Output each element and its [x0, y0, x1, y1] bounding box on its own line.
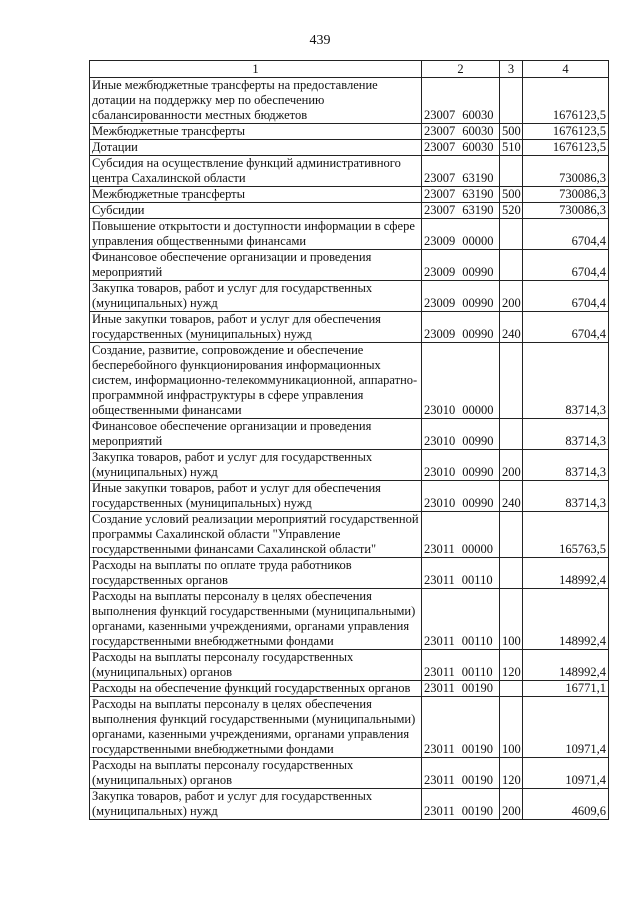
- program-code-part: 23007: [424, 187, 456, 201]
- program-code-part: 00110: [461, 573, 493, 587]
- amount: 83714,3: [523, 419, 609, 450]
- program-code: [422, 124, 500, 140]
- program-code-part: 23009: [424, 296, 456, 310]
- table-row: [90, 219, 609, 250]
- program-code-part: 23011: [424, 634, 455, 648]
- amount: 6704,4: [523, 281, 609, 312]
- program-code-part: 23010: [424, 496, 456, 510]
- table-row: [90, 697, 609, 758]
- program-code: [422, 450, 500, 481]
- item-name: Закупка товаров, работ и услуг для государственных (муниципальных) нужд: [90, 789, 422, 820]
- program-code-part: 00000: [462, 403, 494, 417]
- amount: 1676123,5: [523, 124, 609, 140]
- table-row: [90, 312, 609, 343]
- program-code-part: 23009: [424, 265, 456, 279]
- expense-type: 100: [500, 697, 523, 758]
- program-code-part: 60030: [462, 124, 494, 138]
- program-code-part: 63190: [462, 171, 494, 185]
- program-code-part: 23011: [424, 542, 455, 556]
- expense-type: 120: [500, 758, 523, 789]
- item-name: Создание условий реализации мероприятий государственной программы Сахалинской области "Управление государственными финансами Сахалинской области": [90, 512, 422, 558]
- program-code: [422, 78, 500, 124]
- program-code-part: 23011: [424, 573, 455, 587]
- table-row: [90, 789, 609, 820]
- program-code-part: 23007: [424, 124, 456, 138]
- table-row: [90, 140, 609, 156]
- column-header: 2: [422, 61, 500, 78]
- item-name: Межбюджетные трансферты: [90, 187, 422, 203]
- program-code-part: 23011: [424, 804, 455, 818]
- expense-type: [500, 78, 523, 124]
- program-code-part: 00990: [462, 434, 494, 448]
- item-name: Межбюджетные трансферты: [90, 124, 422, 140]
- table-row: [90, 758, 609, 789]
- program-code: [422, 697, 500, 758]
- item-name: Закупка товаров, работ и услуг для государственных (муниципальных) нужд: [90, 450, 422, 481]
- item-name: Повышение открытости и доступности информации в сфере управления общественными финансами: [90, 219, 422, 250]
- item-name: Создание, развитие, сопровождение и обеспечение бесперебойного функционирования информационных систем, информационно-телекоммуникационной, аппаратно-программной инфраструктуры в сфере управления общественными финансами: [90, 343, 422, 419]
- program-code: [422, 481, 500, 512]
- table-row: [90, 558, 609, 589]
- expense-type: 200: [500, 450, 523, 481]
- program-code: [422, 219, 500, 250]
- program-code: [422, 789, 500, 820]
- expense-type: 100: [500, 589, 523, 650]
- program-code: [422, 512, 500, 558]
- amount: 10971,4: [523, 697, 609, 758]
- table-row: [90, 450, 609, 481]
- amount: 1676123,5: [523, 140, 609, 156]
- amount: 10971,4: [523, 758, 609, 789]
- program-code: [422, 758, 500, 789]
- program-code-part: 23007: [424, 203, 456, 217]
- table-row: [90, 419, 609, 450]
- amount: 4609,6: [523, 789, 609, 820]
- item-name: Иные закупки товаров, работ и услуг для обеспечения государственных (муниципальных) нужд: [90, 481, 422, 512]
- item-name: Расходы на выплаты по оплате труда работников государственных органов: [90, 558, 422, 589]
- program-code-part: 63190: [462, 203, 494, 217]
- amount: 730086,3: [523, 156, 609, 187]
- program-code-part: 23011: [424, 742, 455, 756]
- program-code-part: 00190: [461, 681, 494, 695]
- expense-type: 120: [500, 650, 523, 681]
- expense-type: [500, 419, 523, 450]
- column-header: 3: [500, 61, 523, 78]
- column-header: 4: [523, 61, 609, 78]
- expense-type: [500, 343, 523, 419]
- program-code-part: 23010: [424, 403, 456, 417]
- expense-type: 240: [500, 481, 523, 512]
- program-code: [422, 203, 500, 219]
- page-number: 439: [309, 33, 331, 48]
- item-name: Финансовое обеспечение организации и проведения мероприятий: [90, 419, 422, 450]
- expense-type: 500: [500, 187, 523, 203]
- amount: 165763,5: [523, 512, 609, 558]
- table-row: [90, 343, 609, 419]
- program-code-part: 60030: [462, 108, 494, 122]
- program-code-part: 00000: [461, 542, 494, 556]
- program-code-part: 23010: [424, 434, 456, 448]
- program-code-part: 00000: [462, 234, 494, 248]
- program-code-part: 00990: [462, 327, 494, 341]
- table-row: [90, 650, 609, 681]
- table-row: [90, 281, 609, 312]
- program-code-part: 23007: [424, 140, 456, 154]
- expense-type: [500, 681, 523, 697]
- program-code-part: 23010: [424, 465, 456, 479]
- program-code: [422, 343, 500, 419]
- budget-table: [89, 60, 609, 820]
- item-name: Финансовое обеспечение организации и проведения мероприятий: [90, 250, 422, 281]
- amount: 6704,4: [523, 219, 609, 250]
- expense-type: 200: [500, 789, 523, 820]
- program-code-part: 23011: [424, 773, 455, 787]
- program-code-part: 23007: [424, 108, 456, 122]
- program-code: [422, 140, 500, 156]
- table-row: [90, 250, 609, 281]
- expense-type: 500: [500, 124, 523, 140]
- program-code-part: 00110: [461, 634, 493, 648]
- item-name: Расходы на выплаты персоналу государственных (муниципальных) органов: [90, 650, 422, 681]
- program-code: [422, 558, 500, 589]
- amount: 148992,4: [523, 650, 609, 681]
- amount: 730086,3: [523, 187, 609, 203]
- expense-type: [500, 558, 523, 589]
- program-code: [422, 187, 500, 203]
- program-code-part: 00190: [461, 773, 494, 787]
- program-code-part: 00990: [462, 265, 494, 279]
- program-code-part: 00990: [462, 296, 494, 310]
- item-name: Закупка товаров, работ и услуг для государственных (муниципальных) нужд: [90, 281, 422, 312]
- column-header: 1: [90, 61, 422, 78]
- program-code-part: 23011: [424, 665, 455, 679]
- table-row: [90, 156, 609, 187]
- expense-type: [500, 512, 523, 558]
- item-name: Субсидии: [90, 203, 422, 219]
- program-code-part: 23009: [424, 234, 456, 248]
- expense-type: [500, 250, 523, 281]
- item-name: Расходы на выплаты персоналу государственных (муниципальных) органов: [90, 758, 422, 789]
- amount: 83714,3: [523, 450, 609, 481]
- expense-type: [500, 156, 523, 187]
- program-code: [422, 312, 500, 343]
- item-name: Расходы на обеспечение функций государственных органов: [90, 681, 422, 697]
- program-code-part: 00110: [461, 665, 493, 679]
- table-header: [90, 61, 609, 78]
- table-row: [90, 78, 609, 124]
- item-name: Дотации: [90, 140, 422, 156]
- program-code: [422, 419, 500, 450]
- amount: 730086,3: [523, 203, 609, 219]
- program-code-part: 23007: [424, 171, 456, 185]
- amount: 1676123,5: [523, 78, 609, 124]
- amount: 83714,3: [523, 343, 609, 419]
- expense-type: 200: [500, 281, 523, 312]
- program-code: [422, 281, 500, 312]
- amount: 6704,4: [523, 312, 609, 343]
- table-row: [90, 589, 609, 650]
- program-code-part: 63190: [462, 187, 494, 201]
- table-row: [90, 481, 609, 512]
- amount: 148992,4: [523, 558, 609, 589]
- program-code-part: 23009: [424, 327, 456, 341]
- expense-type: [500, 219, 523, 250]
- item-name: Субсидия на осуществление функций административного центра Сахалинской области: [90, 156, 422, 187]
- table-row: [90, 681, 609, 697]
- table-row: [90, 124, 609, 140]
- program-code-part: 60030: [462, 140, 494, 154]
- program-code: [422, 250, 500, 281]
- program-code: [422, 589, 500, 650]
- table-row: [90, 512, 609, 558]
- table-row: [90, 203, 609, 219]
- expense-type: 240: [500, 312, 523, 343]
- program-code-part: 00990: [462, 465, 494, 479]
- item-name: Иные межбюджетные трансферты на предоставление дотации на поддержку мер по обеспечению сбалансированности местных бюджетов: [90, 78, 422, 124]
- expense-type: 510: [500, 140, 523, 156]
- program-code: [422, 650, 500, 681]
- amount: 148992,4: [523, 589, 609, 650]
- item-name: Иные закупки товаров, работ и услуг для обеспечения государственных (муниципальных) нужд: [90, 312, 422, 343]
- program-code-part: 00990: [462, 496, 494, 510]
- table-row: [90, 187, 609, 203]
- item-name: Расходы на выплаты персоналу в целях обеспечения выполнения функций государственными (муниципальными) органами, казенными учреждениями, органами управления государственными внебюджетными фондами: [90, 697, 422, 758]
- item-name: Расходы на выплаты персоналу в целях обеспечения выполнения функций государственными (муниципальными) органами, казенными учреждениями, органами управления государственными внебюджетными фондами: [90, 589, 422, 650]
- amount: 16771,1: [523, 681, 609, 697]
- program-code-part: 23011: [424, 681, 455, 695]
- program-code-part: 00190: [461, 742, 494, 756]
- program-code: [422, 681, 500, 697]
- program-code-part: 00190: [461, 804, 494, 818]
- amount: 83714,3: [523, 481, 609, 512]
- program-code: [422, 156, 500, 187]
- expense-type: 520: [500, 203, 523, 219]
- amount: 6704,4: [523, 250, 609, 281]
- table-body: [90, 78, 609, 820]
